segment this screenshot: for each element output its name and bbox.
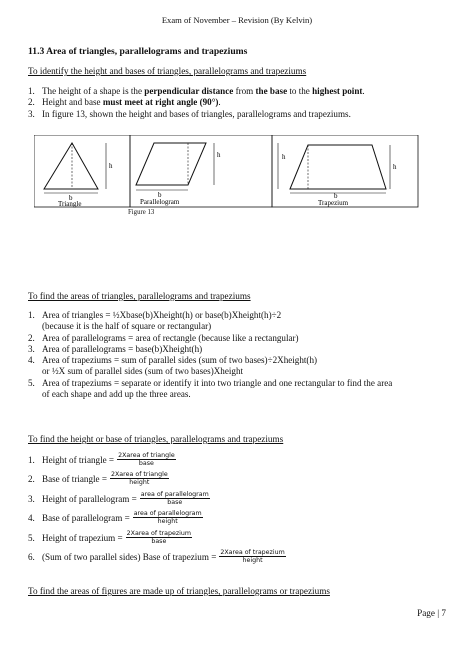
item-text: to the [287,86,313,96]
triangle-height-label: h [109,162,113,170]
formula-row [28,530,192,546]
item-number: 2. [28,97,35,108]
item-number: 3. [28,493,35,504]
parallelogram-height-label: h [217,151,221,159]
item-number: 1. [28,86,35,96]
identify-list [28,86,456,120]
item-text: . [362,86,365,96]
item-continuation: or ½X sum of parallel sides (sum of two bases)Xheight [42,366,244,377]
subheading-identify: To identify the height and bases of triangles, parallelograms and trapeziums [28,66,307,76]
fraction [219,549,285,565]
triangle-caption: Triangle [58,200,82,208]
formula-label: Height of triangle = [42,454,115,465]
list-item [28,355,456,378]
fraction [110,471,169,487]
subheading-areas: To find the areas of triangles, parallelograms and trapeziums [28,291,251,301]
list-item [28,310,456,333]
item-text-bold: perpendicular distance [144,86,234,96]
fraction-denominator: base [138,460,154,468]
item-number: 2. [28,473,35,484]
fraction-denominator: base [167,499,183,507]
item-number: 3. [28,343,35,354]
item-text-bold: the base [255,86,288,96]
item-text: Area of triangles = ½Xbase(b)Xheight(h) or base(b)Xheight(h)÷2 [42,310,282,320]
trapezium-caption: Trapezium [318,199,349,207]
parallelogram-panel-frame [130,135,272,207]
list-item [28,109,456,120]
fraction [133,510,203,526]
formula-row [28,549,286,565]
item-number: 6. [28,551,35,562]
fraction-numerator: 2Xarea of triangle [110,471,168,478]
item-text: In figure 13, shown the height and bases of triangles, parallelograms and trapeziums. [42,108,351,119]
formula-row [28,471,169,487]
item-text: The height of a shape is the [42,86,145,96]
triangle-panel-frame [34,135,130,207]
list-item [28,378,456,401]
item-continuation: of each shape and add up the three areas. [42,389,191,400]
list-item [28,344,456,355]
fraction-numerator: 2Xarea of trapezium [126,530,192,537]
formula-label: Base of parallelogram = [42,512,130,523]
fraction-numerator: 2Xarea of triangle [118,452,175,459]
fraction-denominator: base [151,538,167,546]
figure-13 [34,135,434,209]
formula-row [28,491,210,507]
item-text: Height and base [42,97,103,108]
fraction-denominator: height [242,557,263,565]
fraction-denominator: height [129,479,150,487]
item-number: 2. [28,332,35,343]
item-text: Area of trapeziums = separate or identify it into two triangle and one rectangular to find the area [42,377,393,388]
parallelogram-caption: Parallelogram [140,198,180,206]
subheading-height-base: To find the height or base of triangles, parallelograms and trapeziums [28,434,284,444]
fraction-numerator: area of parallelogram [140,491,209,498]
list-item [28,97,456,108]
trapezium-panel-frame [272,135,418,207]
item-text: . [218,97,221,108]
trapezium-height-label-right: h [393,163,397,171]
trapezium-shape [290,145,386,189]
triangle-base-label: b [69,194,73,202]
formula-label: Height of trapezium = [42,532,123,543]
parallelogram-base-label: b [158,191,162,199]
list-item [28,333,456,344]
item-number: 4. [28,355,35,366]
item-text: Area of parallelograms = area of rectangle (because like a rectangular) [42,332,299,343]
item-text: from [233,86,256,96]
formula-label: Base of triangle = [42,473,107,484]
item-number: 4. [28,512,35,523]
item-number: 5. [28,377,35,388]
item-text-bold: must meet at right angle (90°) [102,97,219,108]
page-number: Page | 7 [417,608,446,618]
list-item [28,86,456,97]
formula-label: Height of parallelogram = [42,493,137,504]
trapezium-height-label-left: h [282,153,286,161]
item-text: Area of parallelograms = base(b)Xheight(h) [42,343,203,354]
subheading-composite: To find the areas of figures are made up of triangles, parallelograms or trapeziums [28,586,330,596]
item-number: 3. [28,108,35,119]
item-text-bold: highest point [312,86,363,96]
item-number: 1. [28,454,35,465]
fraction [140,491,210,507]
fraction-numerator: area of parallelogram [133,510,202,517]
formula-row [28,452,176,468]
parallelogram-shape [136,143,206,185]
fraction-numerator: 2Xarea of trapezium [220,549,285,556]
formula-row [28,510,203,526]
page-header: Exam of November – Revision (By Kelvin) [161,15,313,25]
areas-list [28,310,456,400]
formula-label: (Sum of two parallel sides) Base of trapezium = [42,551,217,562]
figure-caption: Figure 13 [128,209,155,216]
item-text: Area of trapeziums = sum of parallel sides (sum of two bases)÷2Xheight(h) [42,355,318,366]
fraction-denominator: height [157,518,178,526]
fraction [117,452,176,468]
trapezium-base-label: b [334,192,338,200]
fraction [126,530,192,546]
item-number: 1. [28,310,35,320]
item-continuation: (because it is the half of square or rectangular) [42,321,212,332]
section-title: 11.3 Area of triangles, parallelograms and trapeziums [28,46,248,57]
item-number: 5. [28,532,35,543]
triangle-shape [44,143,98,189]
